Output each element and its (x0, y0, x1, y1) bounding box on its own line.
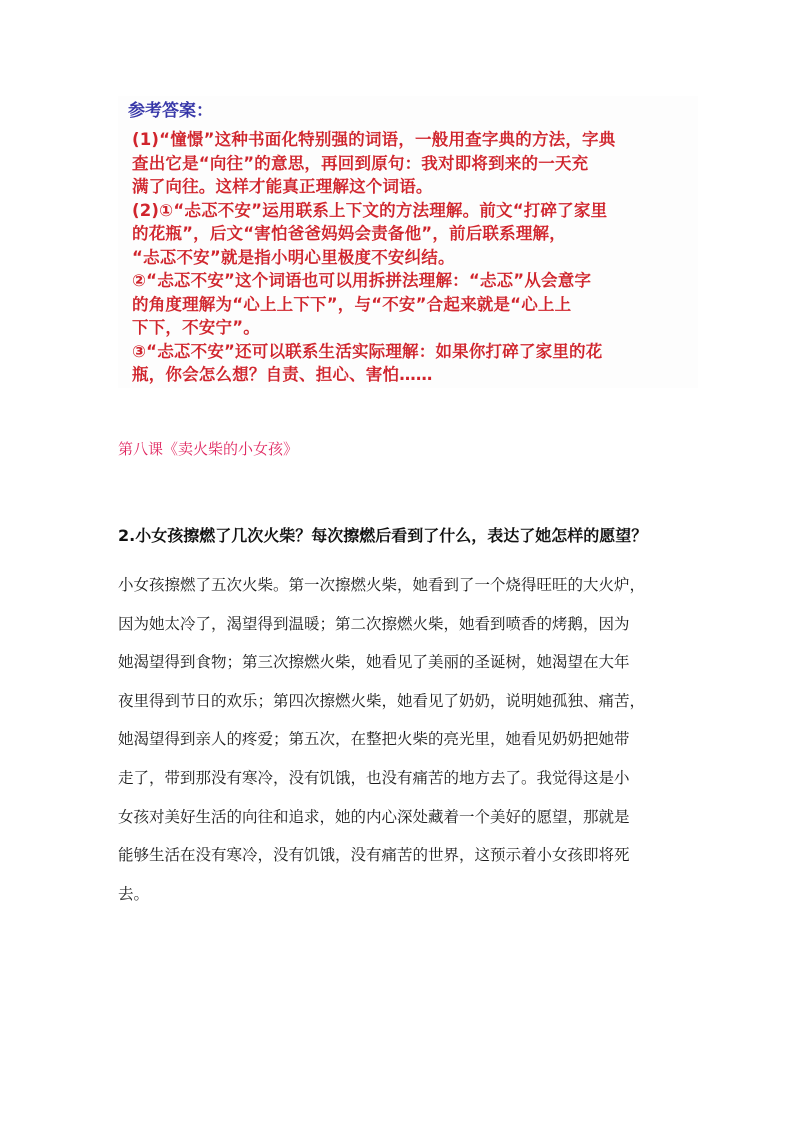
paragraph-line: 因为她太冷了，渴望得到温暖；第二次擦燃火柴，她看到喷香的烤鹅，因为 (118, 614, 630, 633)
answer-line: (1)“憧憬”这种书面化特别强的词语，一般用查字典的方法，字典 (132, 130, 616, 149)
question-heading: 2.小女孩擦燃了几次火柴？每次擦燃后看到了什么，表达了她怎样的愿望？ (118, 526, 648, 545)
answer-line: 下下，不安宁”。 (132, 318, 260, 337)
answer-line: ②“忐忑不安”这个词语也可以用拆拼法理解：“忐忑”从会意字 (132, 271, 592, 290)
answer-line: ③“忐忑不安”还可以联系生活实际理解：如果你打碎了家里的花 (132, 341, 603, 361)
paragraph-line: 去。 (118, 884, 150, 903)
answer-line: “忐忑不安”就是指小明心里极度不安纠结。 (132, 247, 455, 267)
lesson-title: 第八课《卖火柴的小女孩》 (118, 440, 299, 458)
paragraph-line: 夜里得到节日的欢乐；第四次擦燃火柴，她看见了奶奶，说明她孤独、痛苦， (118, 691, 646, 710)
answer-line: (2)①“忐忑不安”运用联系上下文的方法理解。前文“打碎了家里 (132, 200, 608, 220)
reference-answer-title: 参考答案： (128, 101, 213, 121)
paragraph-line: 她渴望得到食物；第三次擦燃火柴，她看见了美丽的圣诞树，她渴望在大年 (118, 653, 630, 672)
reference-answer-image (118, 96, 698, 388)
answer-line: 查出它是“向往”的意思，再回到原句：我对即将到来的一天充 (132, 153, 589, 173)
paragraph-line: 女孩对美好生活的向往和追求，她的内心深处藏着一个美好的愿望，那就是 (118, 807, 630, 826)
reference-answer-text (132, 128, 615, 387)
answer-line: 的角度理解为“心上上下下”，与“不安”合起来就是“心上上 (132, 294, 572, 314)
paragraph-line: 她渴望得到亲人的疼爱；第五次，在整把火柴的亮光里，她看见奶奶把她带 (118, 730, 630, 749)
answer-line: 满了向往。这样才能真正理解这个词语。 (132, 177, 433, 196)
paragraph-line: 走了，带到那没有寒冷，没有饥饿，也没有痛苦的地方去了。我觉得这是小 (118, 768, 630, 787)
paragraph-line: 能够生活在没有寒冷，没有饥饿，没有痛苦的世界，这预示着小女孩即将死 (118, 846, 630, 865)
paragraph-line: 小女孩擦燃了五次火柴。第一次擦燃火柴，她看到了一个烧得旺旺的大火炉， (118, 576, 646, 594)
answer-line: 的花瓶”，后文“害怕爸爸妈妈会责备他”，前后联系理解， (132, 224, 566, 243)
answer-paragraph (118, 566, 645, 913)
answer-line: 瓶，你会怎么想？自责、担心、害怕…… (132, 365, 433, 384)
